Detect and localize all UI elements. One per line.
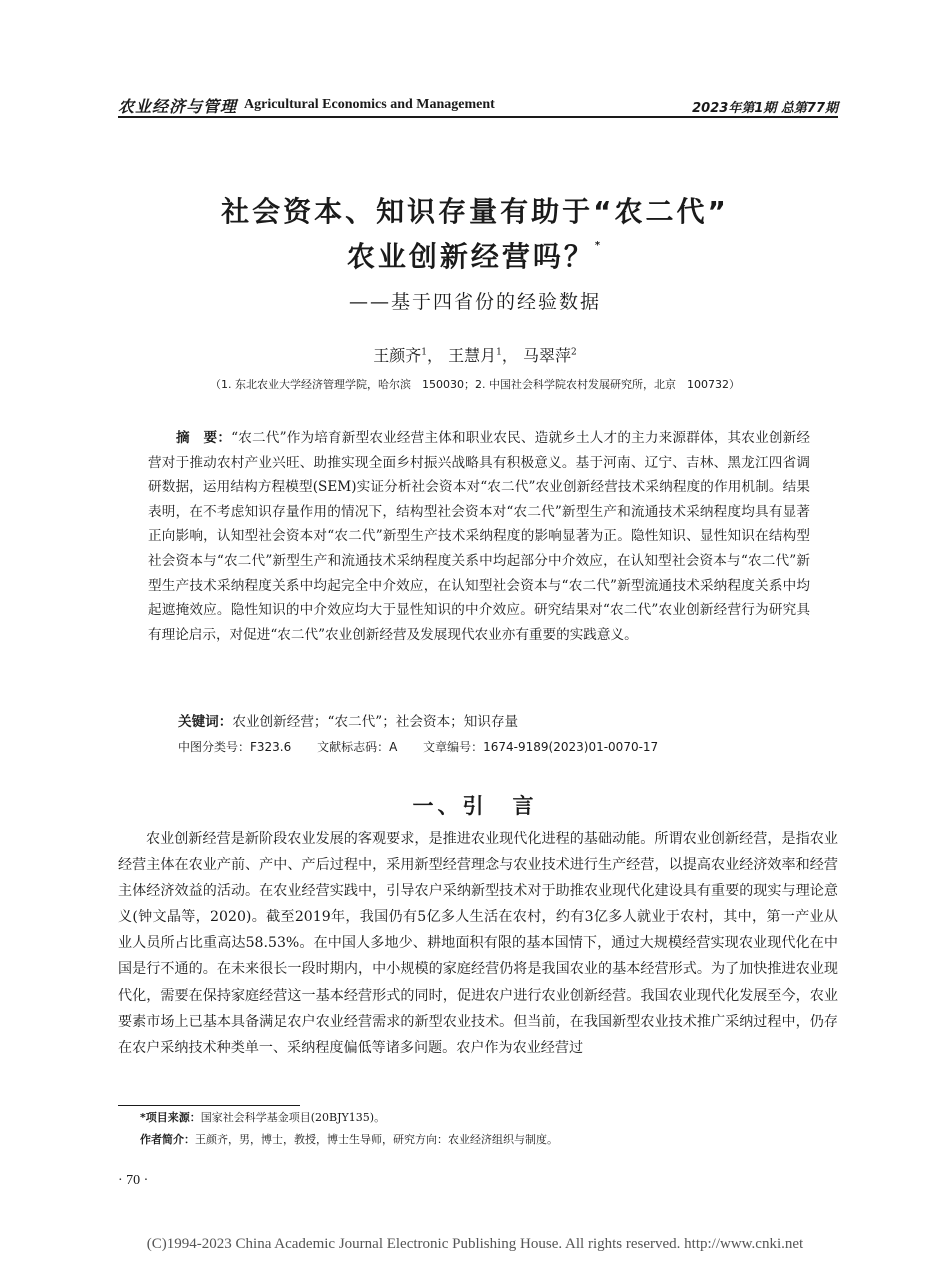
footnote-author-label: 作者简介： (140, 1133, 195, 1146)
author-affiliation-mark: 1 (496, 347, 502, 358)
copyright-notice: (C)1994-2023 China Academic Journal Electronic Publishing House. All rights reserved. http://www.cnki.net (146, 1236, 804, 1252)
article-number: 文章编号：1674-9189(2023)01-0070-17 (423, 740, 659, 754)
abstract-indent (148, 430, 176, 446)
title-footnote-mark: * (594, 239, 604, 251)
section-heading-introduction: 一、引 言 (412, 794, 538, 818)
abstract-label: 摘 要： (176, 430, 232, 446)
footnote-funding-text: 国家社会科学基金项目(20BJY135)。 (200, 1111, 386, 1124)
journal-name-english: Agricultural Economics and Management (244, 97, 495, 112)
body-paragraph: 农业创新经营是新阶段农业发展的客观要求，是推进农业现代化进程的基础动能。所谓农业创新经营，是指农业经营主体在农业产前、产中、产后过程中，采用新型经营理念与农业技术进行生产经营，以提高农业经济效率和经营主体经济效益的活动。在农业经营实践中，引导农户采纳新型技术对于助推农业现代化建设具有重要的现实与理论意义(钟文晶等，2020)。截至2019年，我国仍有5亿多人生活在农村，约有3亿多人就业于农村，其中，第一产业从业人员所占比重高达58.53%。在中国人多地少、耕地面积有限的基本国情下，通过大规模经营实现农业现代化在中国是行不通的。在未来很长一段时期内，中小规模的家庭经营仍将是我国农业的基本经营形式。为了加快推进农业现代化，需要在保持家庭经营这一基本经营形式的同时，促进农户进行农业创新经营。我国农业现代化发展至今，农业要素市场上已基本具备满足农户农业经营需求的新型农业技术。但当前，在我国新型农业技术推广采纳过程中，仍存在农户采纳技术种类单一、采纳程度偏低等诸多问题。农户作为农业经营过 (118, 831, 838, 1056)
keywords (178, 710, 518, 730)
footnote-funding-label: *项目来源： (140, 1111, 201, 1124)
author-affiliations: （1. 东北农业大学经济管理学院，哈尔滨 150030；2. 中国社会科学院农村发展研究所，北京 100732） (210, 378, 740, 391)
keywords-text: 农业创新经营；“农二代”；社会资本；知识存量 (232, 714, 519, 730)
author-name: 马翠萍 (522, 346, 571, 365)
footnote-author-bio (140, 1131, 558, 1147)
author-separator: ， (501, 346, 518, 365)
abstract (148, 426, 810, 647)
author-affiliation-mark: 1 (421, 347, 428, 358)
header-divider (118, 116, 838, 118)
footnote-author-text: 王颜齐，男，博士，教授，博士生导师，研究方向：农业经济组织与制度。 (195, 1133, 558, 1146)
article-subtitle: ——基于四省份的经验数据 (348, 291, 601, 313)
author-name: 王慧月 (448, 346, 497, 365)
journal-name-chinese: 农业经济与管理 (118, 97, 238, 116)
author-name: 王颜齐 (373, 346, 422, 365)
abstract-text: “农二代”作为培育新型农业经营主体和职业农民、造就乡土人才的主力来源群体，其农业创新经营对于推动农村产业兴旺、助推实现全面乡村振兴战略具有积极意义。基于河南、辽宁、吉林、黑龙江四省调研数据，运用结构方程模型(SEM)实证分析社会资本对“农二代”农业创新经营技术采纳程度的作用机制。结果表明，在不考虑知识存量作用的情况下，结构型社会资本对“农二代”新型生产和流通技术采纳程度均具有显著正向影响，认知型社会资本对“农二代”新型生产技术采纳程度的影响显著为正。隐性知识、显性知识在结构型社会资本与“农二代”新型生产和流通技术采纳程度关系中均起部分中介效应，在认知型社会资本与“农二代”新型生产技术采纳程度关系中均起完全中介效应，在认知型社会资本与“农二代”新型流通技术采纳程度关系中均起遮掩效应。隐性知识的中介效应均大于显性知识的中介效应。研究结果对“农二代”农业创新经营行为研究具有理论启示，对促进“农二代”农业创新经营及发展现代农业亦有重要的实践意义。 (148, 430, 810, 643)
footnote-funding (140, 1109, 385, 1125)
article-title-line-2 (0, 235, 950, 275)
keywords-label: 关键词： (178, 714, 233, 730)
article-title-line-2-text: 农业创新经营吗？ (346, 240, 595, 273)
author-affiliation-mark: 2 (571, 347, 577, 358)
document-code: 文献标志码：A (317, 740, 398, 754)
classification-info (178, 738, 680, 755)
article-title-line-1: 社会资本、知识存量有助于“农二代” (221, 195, 729, 228)
issue-info: 2023年第1期 总第77期 (692, 101, 838, 116)
footnote-divider (118, 1105, 300, 1106)
page-number: · 70 · (118, 1173, 149, 1188)
author-list (0, 343, 950, 366)
clc-number: 中图分类号：F323.6 (178, 740, 292, 754)
author-separator: ， (427, 346, 444, 365)
